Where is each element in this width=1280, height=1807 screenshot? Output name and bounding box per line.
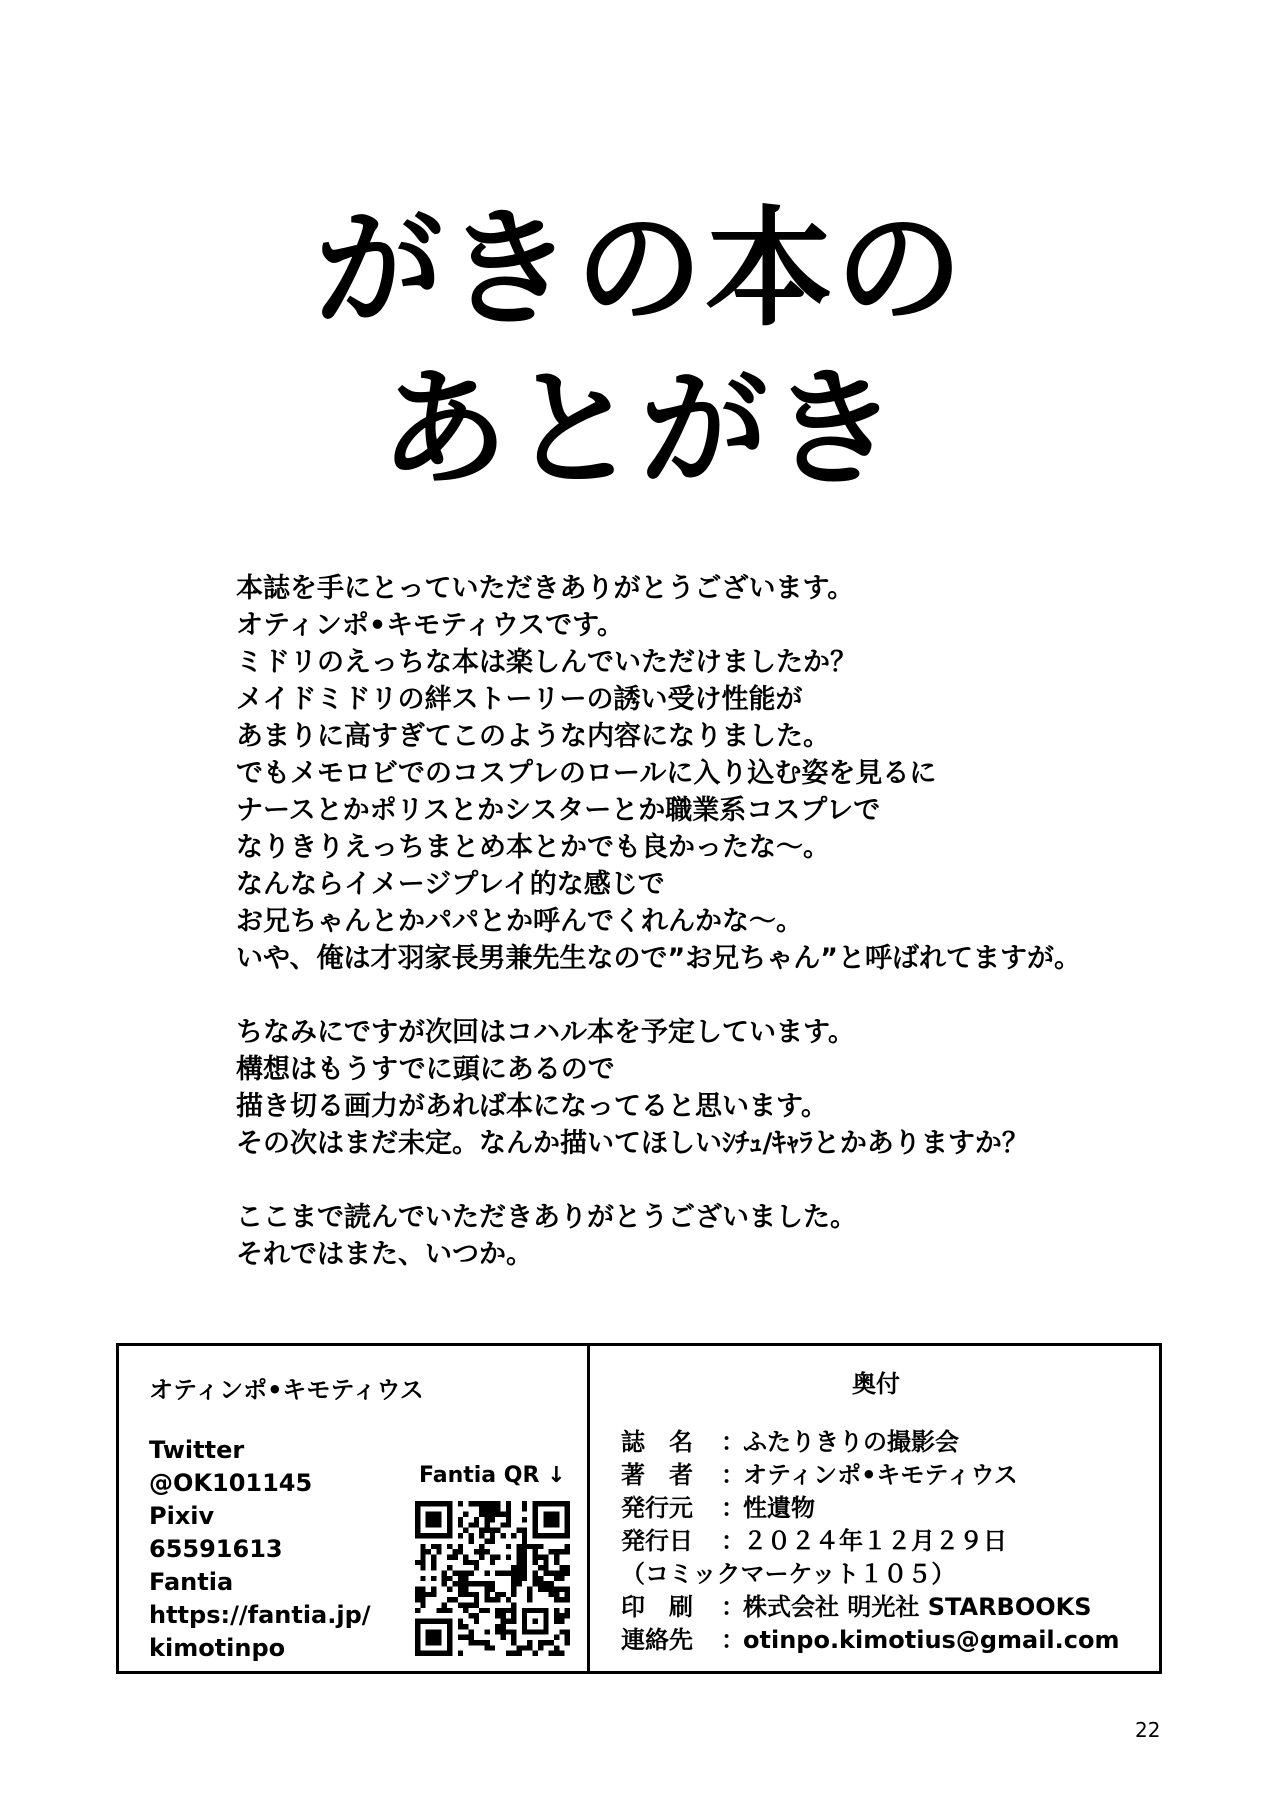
afterword-line: 描き切る画力があれば本になってると思います。 <box>236 1091 828 1122</box>
okuzuke-sep: ： <box>721 1626 745 1654</box>
okuzuke-row <box>621 1459 1120 1492</box>
okuzuke-value: ２０２４年１２月２９日 <box>743 1527 1007 1555</box>
contact-line: @OK101145 <box>149 1469 313 1497</box>
page-number: 22 <box>1135 1718 1161 1742</box>
okuzuke-list <box>621 1426 1120 1657</box>
afterword-line: なんならイメージプレイ的な感じで <box>236 869 665 900</box>
contact-line: https://fantia.jp/ <box>149 1601 371 1629</box>
afterword-line: その次はまだ未定。なんか描いてほしいｼﾁｭ/ｷｬﾗとかありますか？ <box>236 1128 1029 1159</box>
okuzuke-row <box>621 1558 1120 1591</box>
title-line-1: がきの本の <box>314 195 965 344</box>
afterword-line: 構想はもうすでに頭にあるので <box>236 1054 615 1085</box>
afterword-line: それではまた、いつか。 <box>236 1239 533 1270</box>
okuzuke-value: オティンポ•キモティウス <box>743 1461 1018 1489</box>
qr-label: Fantia QR ↓ <box>419 1463 566 1488</box>
contact-line: Fantia <box>149 1568 234 1596</box>
okuzuke-sep: ： <box>721 1527 745 1555</box>
okuzuke-key: 発行元 <box>621 1494 693 1522</box>
afterword-line: いや、俺は才羽家長男兼先生なので”お兄ちゃん”と呼ばれてますが。 <box>236 943 1081 974</box>
okuzuke-sep: ： <box>721 1428 745 1456</box>
okuzuke-row <box>621 1525 1120 1558</box>
afterword-line: ここまで読んでいただきありがとうございました。 <box>236 1202 857 1233</box>
okuzuke-key: 発行日 <box>621 1527 693 1555</box>
afterword-line: ちなみにですが次回はコハル本を予定しています。 <box>236 1017 855 1048</box>
okuzuke-note: （コミックマーケット１０５） <box>621 1560 956 1588</box>
okuzuke-row <box>621 1492 1120 1525</box>
paragraph-gap <box>236 977 1156 1014</box>
colophon-box <box>116 1343 1162 1674</box>
okuzuke-title: 奥付 <box>852 1370 900 1398</box>
okuzuke-row <box>621 1426 1120 1459</box>
afterword-line: なりきりえっちまとめ本とかでも良かったな～。 <box>236 832 830 863</box>
qr-code-icon <box>415 1501 570 1656</box>
afterword-line: メイドミドリの絆ストーリーの誘い受け性能が <box>236 684 803 715</box>
okuzuke-key: 印 刷 <box>621 1593 693 1621</box>
okuzuke-value: ふたりきりの撮影会 <box>743 1428 959 1456</box>
contact-line: Twitter <box>149 1436 245 1464</box>
okuzuke-value: 性遺物 <box>743 1494 815 1522</box>
afterword-line: でもメモロビでのコスプレのロールに入り込む姿を見るに <box>236 758 937 789</box>
title-line-2: あとがき <box>379 355 900 504</box>
okuzuke-key: 著 者 <box>621 1461 693 1489</box>
afterword-line: オティンポ•キモティウスです。 <box>236 610 624 641</box>
author-name: オティンポ•キモティウス <box>149 1376 424 1404</box>
contact-line: kimotinpo <box>149 1634 286 1662</box>
afterword-line: お兄ちゃんとかパパとか呼んでくれんかな～。 <box>236 906 803 937</box>
okuzuke-value: 株式会社 明光社 STARBOOKS <box>743 1593 1092 1621</box>
okuzuke-key: 連絡先 <box>621 1626 693 1654</box>
okuzuke-row <box>621 1591 1120 1624</box>
afterword-text <box>236 570 1156 1273</box>
page-title <box>0 190 1280 510</box>
okuzuke-sep: ： <box>721 1494 745 1522</box>
afterword-line: あまりに高すぎてこのような内容になりました。 <box>236 721 830 752</box>
author-contacts <box>149 1434 371 1665</box>
afterword-line: 本誌を手にとっていただきありがとうございます。 <box>236 573 855 604</box>
okuzuke-sep: ： <box>721 1593 745 1621</box>
okuzuke-sep: ： <box>721 1461 745 1489</box>
contact-line: 65591613 <box>149 1535 283 1563</box>
okuzuke-key: 誌 名 <box>621 1428 693 1456</box>
paragraph-gap <box>236 1162 1156 1199</box>
afterword-line: ミドリのえっちな本は楽しんでいただけましたか？ <box>236 647 857 678</box>
okuzuke-row <box>621 1624 1120 1657</box>
okuzuke-value: otinpo.kimotius@gmail.com <box>743 1626 1120 1654</box>
afterword-line: ナースとかポリスとかシスターとか職業系コスプレで <box>236 795 881 826</box>
contact-line: Pixiv <box>149 1502 215 1530</box>
